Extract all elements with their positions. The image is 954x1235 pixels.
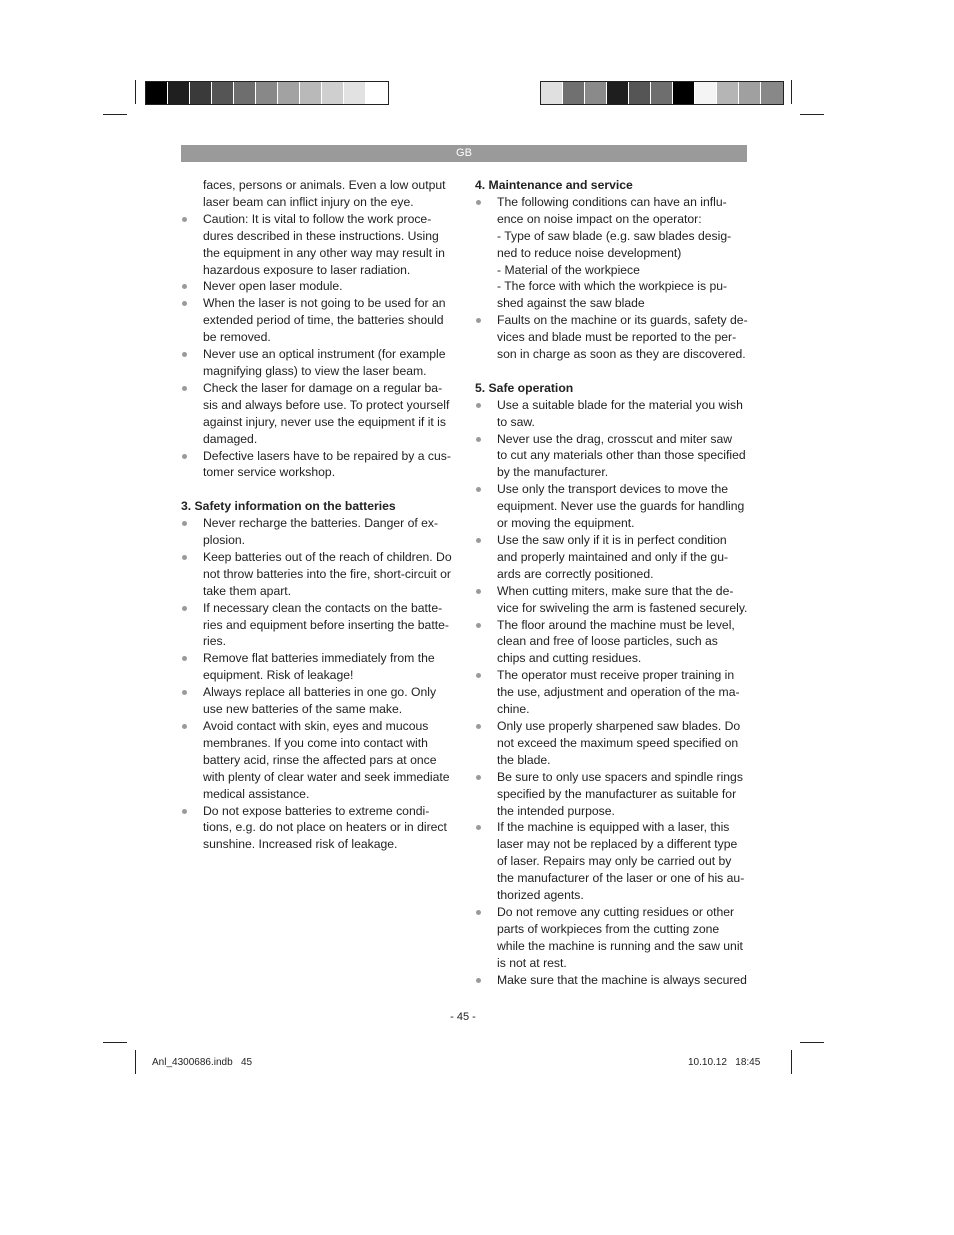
color-swatch (168, 82, 190, 104)
bullet-dot-icon (182, 724, 187, 729)
bullet-item (181, 380, 456, 448)
text-line: Never open laser module. (203, 279, 343, 294)
text-line: Faults on the machine or its guards, safety de- (497, 313, 748, 328)
print-file-info: Anl_4300686.indb 45 (152, 1057, 253, 1068)
text-line: - Material of the workpiece (497, 262, 640, 277)
text-line: tomer service workshop. (203, 465, 336, 480)
battery-safety-list (181, 515, 456, 853)
text-line: Never use the drag, crosscut and miter saw (497, 431, 733, 446)
text-line: vice for swiveling the arm is fastened securely. (497, 600, 748, 615)
text-line: Caution: It is vital to follow the work proce- (203, 211, 432, 226)
text-line: - Type of saw blade (e.g. saw blades desig- (497, 228, 732, 243)
bullet-dot-icon (476, 589, 481, 594)
text-line: sis and always before use. To protect yourself (203, 397, 450, 412)
crop-mark-bottom-right-horizontal (800, 1042, 824, 1043)
color-calibration-bar-right (540, 81, 784, 105)
bullet-dot-icon (182, 352, 187, 357)
bullet-item (181, 684, 456, 718)
bullet-dot-icon (476, 538, 481, 543)
color-swatch (695, 82, 717, 104)
laser-safety-list (181, 211, 456, 482)
color-swatch (322, 82, 344, 104)
bullet-item (181, 600, 456, 651)
text-line: Never recharge the batteries. Danger of ex- (203, 516, 439, 531)
text-line: faces, persons or animals. Even a low output (203, 178, 446, 192)
bullet-item (475, 397, 750, 431)
color-swatch (717, 82, 739, 104)
text-line: ries. (203, 634, 227, 649)
text-line: Defective lasers have to be repaired by a cus- (203, 448, 451, 463)
bullet-dot-icon (476, 673, 481, 678)
text-line: to saw. (497, 414, 535, 429)
text-line: membranes. If you come into contact with (203, 735, 428, 750)
text-line: Use a suitable blade for the material you wish (497, 397, 743, 412)
text-line: ards are correctly positioned. (497, 566, 654, 581)
color-swatch (629, 82, 651, 104)
bullet-dot-icon (476, 437, 481, 442)
text-line: battery acid, rinse the affected pars at once (203, 752, 437, 767)
bullet-item (475, 972, 750, 989)
text-line: sunshine. Increased risk of leakage. (203, 837, 398, 852)
text-line: the equipment in any other way may result in (203, 245, 445, 260)
text-line: and properly maintained and only if the gu- (497, 549, 729, 564)
text-line: Never use an optical instrument (for example (203, 347, 446, 362)
text-line: the manufacturer of the laser or one of his au- (497, 871, 745, 886)
text-line: chips and cutting residues. (497, 651, 642, 666)
bullet-item (181, 211, 456, 279)
text-line: extended period of time, the batteries should (203, 313, 444, 328)
text-line: ence on noise impact on the operator: (497, 211, 702, 226)
bullet-dot-icon (476, 487, 481, 492)
text-line: Avoid contact with skin, eyes and mucous (203, 718, 429, 733)
color-swatch (585, 82, 607, 104)
continued-paragraph (181, 177, 456, 211)
bullet-item (475, 667, 750, 718)
crop-mark-top-left-vertical (135, 80, 136, 104)
text-line: against injury, never use the equipment if it is (203, 414, 446, 429)
crop-mark-bottom-right-vertical (791, 1050, 792, 1074)
text-line: If the machine is equipped with a laser, this (497, 820, 730, 835)
text-line: The operator must receive proper training in (497, 668, 735, 683)
bullet-dot-icon (476, 318, 481, 323)
text-line: chine. (497, 702, 530, 717)
bullet-dot-icon (476, 724, 481, 729)
text-line: be removed. (203, 330, 271, 345)
bullet-dot-icon (182, 555, 187, 560)
color-swatch (278, 82, 300, 104)
bullet-dot-icon (182, 386, 187, 391)
bullet-dot-icon (182, 656, 187, 661)
left-column (181, 177, 456, 853)
text-line: Keep batteries out of the reach of children. Do (203, 549, 452, 564)
text-line: Only use properly sharpened saw blades. Do (497, 718, 741, 733)
text-line: or moving the equipment. (497, 516, 635, 531)
print-date-time: 10.10.12 18:45 (688, 1057, 761, 1068)
text-line: not throw batteries into the fire, short-circuit or (203, 566, 451, 581)
bullet-dot-icon (182, 284, 187, 289)
text-line: the blade. (497, 752, 551, 767)
color-swatch (344, 82, 366, 104)
text-line: When cutting miters, make sure that the de- (497, 583, 734, 598)
text-line: Be sure to only use spacers and spindle rings (497, 769, 743, 784)
bullet-item (475, 532, 750, 583)
bullet-dot-icon (182, 690, 187, 695)
text-line: while the machine is running and the saw unit (497, 938, 743, 953)
text-line: son in charge as soon as they are discovered. (497, 347, 746, 362)
bullet-dot-icon (182, 217, 187, 222)
text-line: dures described in these instructions. Using (203, 228, 439, 243)
bullet-dot-icon (476, 403, 481, 408)
text-line: equipment. Never use the guards for handling (497, 499, 745, 514)
color-swatch (541, 82, 563, 104)
text-line: laser may not be replaced by a different type (497, 837, 738, 852)
text-line: magnifying glass) to view the laser beam. (203, 363, 427, 378)
text-line: Do not expose batteries to extreme condi- (203, 803, 430, 818)
maintenance-list (475, 194, 750, 363)
color-swatch (146, 82, 168, 104)
text-line: of laser. Repairs may only be carried out by (497, 854, 732, 869)
bullet-item (475, 819, 750, 904)
text-line: thorized agents. (497, 888, 584, 903)
color-swatch (234, 82, 256, 104)
text-line: - The force with which the workpiece is pu- (497, 279, 728, 294)
color-swatch (607, 82, 629, 104)
bullet-item (475, 718, 750, 769)
color-swatch (366, 82, 388, 104)
text-line: Remove flat batteries immediately from the (203, 651, 435, 666)
text-line: Always replace all batteries in one go. Only (203, 685, 437, 700)
bullet-item (475, 583, 750, 617)
bullet-item (475, 431, 750, 482)
text-line: the use, adjustment and operation of the ma- (497, 685, 740, 700)
color-swatch (212, 82, 234, 104)
bullet-dot-icon (476, 775, 481, 780)
text-line: Do not remove any cutting residues or other (497, 904, 735, 919)
color-swatch (739, 82, 761, 104)
text-line: shed against the saw blade (497, 296, 645, 311)
text-line: is not at rest. (497, 955, 567, 970)
bullet-dot-icon (476, 978, 481, 983)
crop-mark-top-right-vertical (791, 80, 792, 104)
language-header-bar (181, 145, 747, 162)
text-line: Use the saw only if it is in perfect condition (497, 533, 727, 548)
bullet-item (475, 617, 750, 668)
language-label: GB (456, 147, 472, 159)
crop-mark-top-right-horizontal (800, 114, 824, 115)
bullet-item (475, 769, 750, 820)
color-swatch (651, 82, 673, 104)
bullet-dot-icon (476, 825, 481, 830)
color-swatch (563, 82, 585, 104)
bullet-dot-icon (476, 910, 481, 915)
bullet-dot-icon (476, 200, 481, 205)
text-line: laser beam can inflict injury on the eye. (203, 194, 414, 209)
text-line: The floor around the machine must be level, (497, 617, 735, 632)
crop-mark-bottom-left-vertical (135, 1050, 136, 1074)
text-line: not exceed the maximum speed specified on (497, 735, 739, 750)
bullet-dot-icon (182, 521, 187, 526)
section-heading-batteries: 3. Safety information on the batteries (181, 499, 396, 514)
text-line: parts of workpieces from the cutting zone (497, 921, 720, 936)
bullet-item (475, 312, 750, 363)
text-line: If necessary clean the contacts on the batte- (203, 600, 443, 615)
text-line: equipment. Risk of leakage! (203, 668, 354, 683)
text-line: take them apart. (203, 583, 292, 598)
color-swatch (300, 82, 322, 104)
text-line: hazardous exposure to laser radiation. (203, 262, 411, 277)
text-line: tions, e.g. do not place on heaters or in direct (203, 820, 447, 835)
color-swatch (761, 82, 783, 104)
text-line: The following conditions can have an influ- (497, 194, 727, 209)
text-line: medical assistance. (203, 786, 310, 801)
bullet-dot-icon (182, 809, 187, 814)
text-line: Use only the transport devices to move the (497, 482, 729, 497)
crop-mark-bottom-left-horizontal (103, 1042, 127, 1043)
text-line: the intended purpose. (497, 803, 615, 818)
right-column (475, 177, 750, 988)
bullet-item (181, 549, 456, 600)
text-line: When the laser is not going to be used for an (203, 296, 446, 311)
text-line: plosion. (203, 533, 246, 548)
bullet-item (181, 346, 456, 380)
section-heading-safe-operation: 5. Safe operation (475, 380, 574, 395)
bullet-item (475, 481, 750, 532)
text-line: to cut any materials other than those specified (497, 448, 746, 463)
color-swatch (256, 82, 278, 104)
text-line: specified by the manufacturer as suitable for (497, 786, 737, 801)
text-line: by the manufacturer. (497, 465, 609, 480)
text-line: Make sure that the machine is always secured (497, 972, 747, 987)
text-line: clean and free of loose particles, such as (497, 634, 718, 649)
text-line: ries and equipment before inserting the batte- (203, 617, 449, 632)
section-heading-maintenance: 4. Maintenance and service (475, 178, 633, 192)
bullet-item (181, 803, 456, 854)
color-swatch (190, 82, 212, 104)
bullet-item (181, 650, 456, 684)
bullet-item (181, 515, 456, 549)
bullet-dot-icon (476, 623, 481, 628)
crop-mark-top-left-horizontal (103, 114, 127, 115)
bullet-dot-icon (182, 454, 187, 459)
text-line: damaged. (203, 431, 258, 446)
bullet-item (181, 718, 456, 803)
page-number: - 45 - (450, 1011, 476, 1023)
text-line: with plenty of clear water and seek immediate (203, 769, 450, 784)
safe-operation-list (475, 397, 750, 989)
color-calibration-bar-left (145, 81, 389, 105)
bullet-item (181, 448, 456, 482)
bullet-item (181, 295, 456, 346)
text-line: Check the laser for damage on a regular ba- (203, 380, 443, 395)
text-line: use new batteries of the same make. (203, 702, 403, 717)
color-swatch (673, 82, 695, 104)
bullet-item (475, 904, 750, 972)
bullet-item (181, 278, 456, 295)
bullet-item (475, 194, 750, 312)
text-line: vices and blade must be reported to the per- (497, 330, 737, 345)
bullet-dot-icon (182, 606, 187, 611)
bullet-dot-icon (182, 301, 187, 306)
text-line: ned to reduce noise development) (497, 245, 682, 260)
